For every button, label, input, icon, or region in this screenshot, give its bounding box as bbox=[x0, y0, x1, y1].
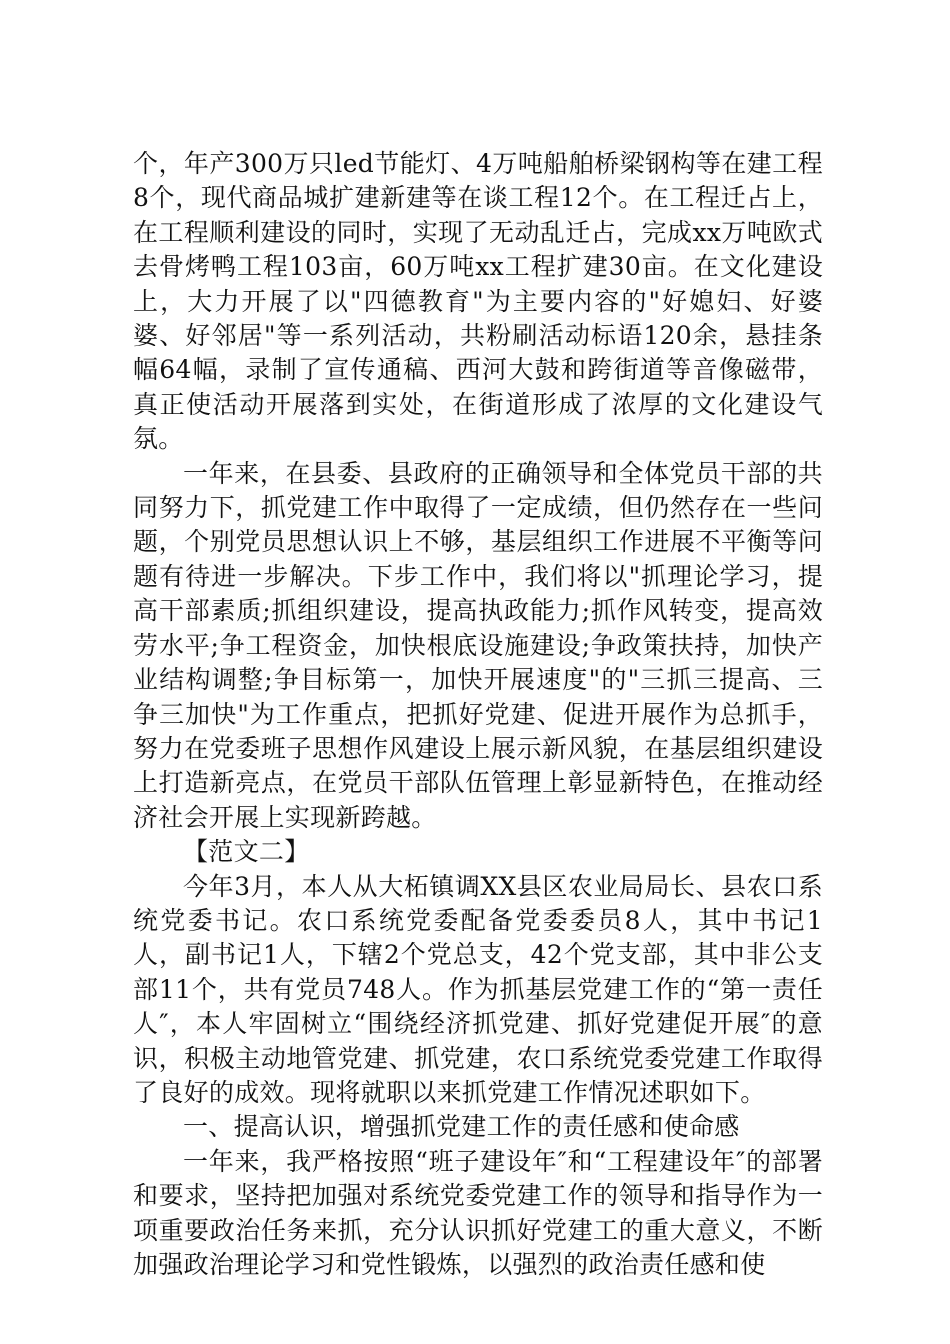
paragraph-continued: 个，年产300万只led节能灯、4万吨船舶桥梁钢构等在建工程8个，现代商品城扩建新建等在谈工程12个。在工程迁占上，在工程顺利建设的同时，实现了无动乱迁占，完成xx万吨欧式去骨烤鸭工程103亩，60万吨xx工程扩建30亩。在文化建设上，大力开展了以"四德教育"为主要内容的"好媳妇、好婆婆、好邻居"等一系列活动，共粉刷活动标语120余，悬挂条幅64幅，录制了宣传通稿、西河大鼓和跨街道等音像磁带，真正使活动开展落到实处，在街道形成了浓厚的文化建设气氛。 bbox=[133, 149, 823, 454]
document-page bbox=[133, 147, 823, 1282]
paragraph-body: 一年来，我严格按照“班子建设年″和“工程建设年″的部署和要求，坚持把加强对系统党委党建工作的领导和指导作为一项重要政治任务来抓，充分认识抓好党建工的重大意义，不断加强政治理论学习和党性锻炼，以强烈的政治责任感和使 bbox=[133, 1146, 823, 1279]
paragraph-intro: 今年3月，本人从大柘镇调XX县区农业局局长、县农口系统党委书记。农口系统党委配备党委委员8人，其中书记1人，副书记1人，下辖2个党总支，42个党支部，其中非公支部11个，共有党员748人。作为抓基层党建工作的“第一责任人″，本人牢固树立“围绕经济抓党建、抓好党建促开展″的意识，积极主动地管党建、抓党建，农口系统党委党建工作取得了良好的成效。现将就职以来抓党建工作情况述职如下。 bbox=[133, 871, 823, 1107]
section-heading-sample-two: 【范文二】 bbox=[183, 837, 310, 867]
paragraph-summary: 一年来，在县委、县政府的正确领导和全体党员干部的共同努力下，抓党建工作中取得了一定成绩，但仍然存在一些问题，个别党员思想认识上不够，基层组织工作进展不平衡等问题有待进一步解决。下步工作中，我们将以"抓理论学习，提高干部素质;抓组织建设，提高执政能力;抓作风转变，提高效劳水平;争工程资金，加快根底设施建设;争政策扶持，加快产业结构调整;争目标第一，加快开展速度"的"三抓三提高、三争三加快"为工作重点，把抓好党建、促进开展作为总抓手，努力在党委班子思想作风建设上展示新风貌，在基层组织建设上打造新亮点，在党员干部队伍管理上彰显新特色，在推动经济社会开展上实现新跨越。 bbox=[133, 458, 823, 832]
subheading-one: 一、提高认识，增强抓党建工作的责任感和使命感 bbox=[183, 1112, 740, 1142]
